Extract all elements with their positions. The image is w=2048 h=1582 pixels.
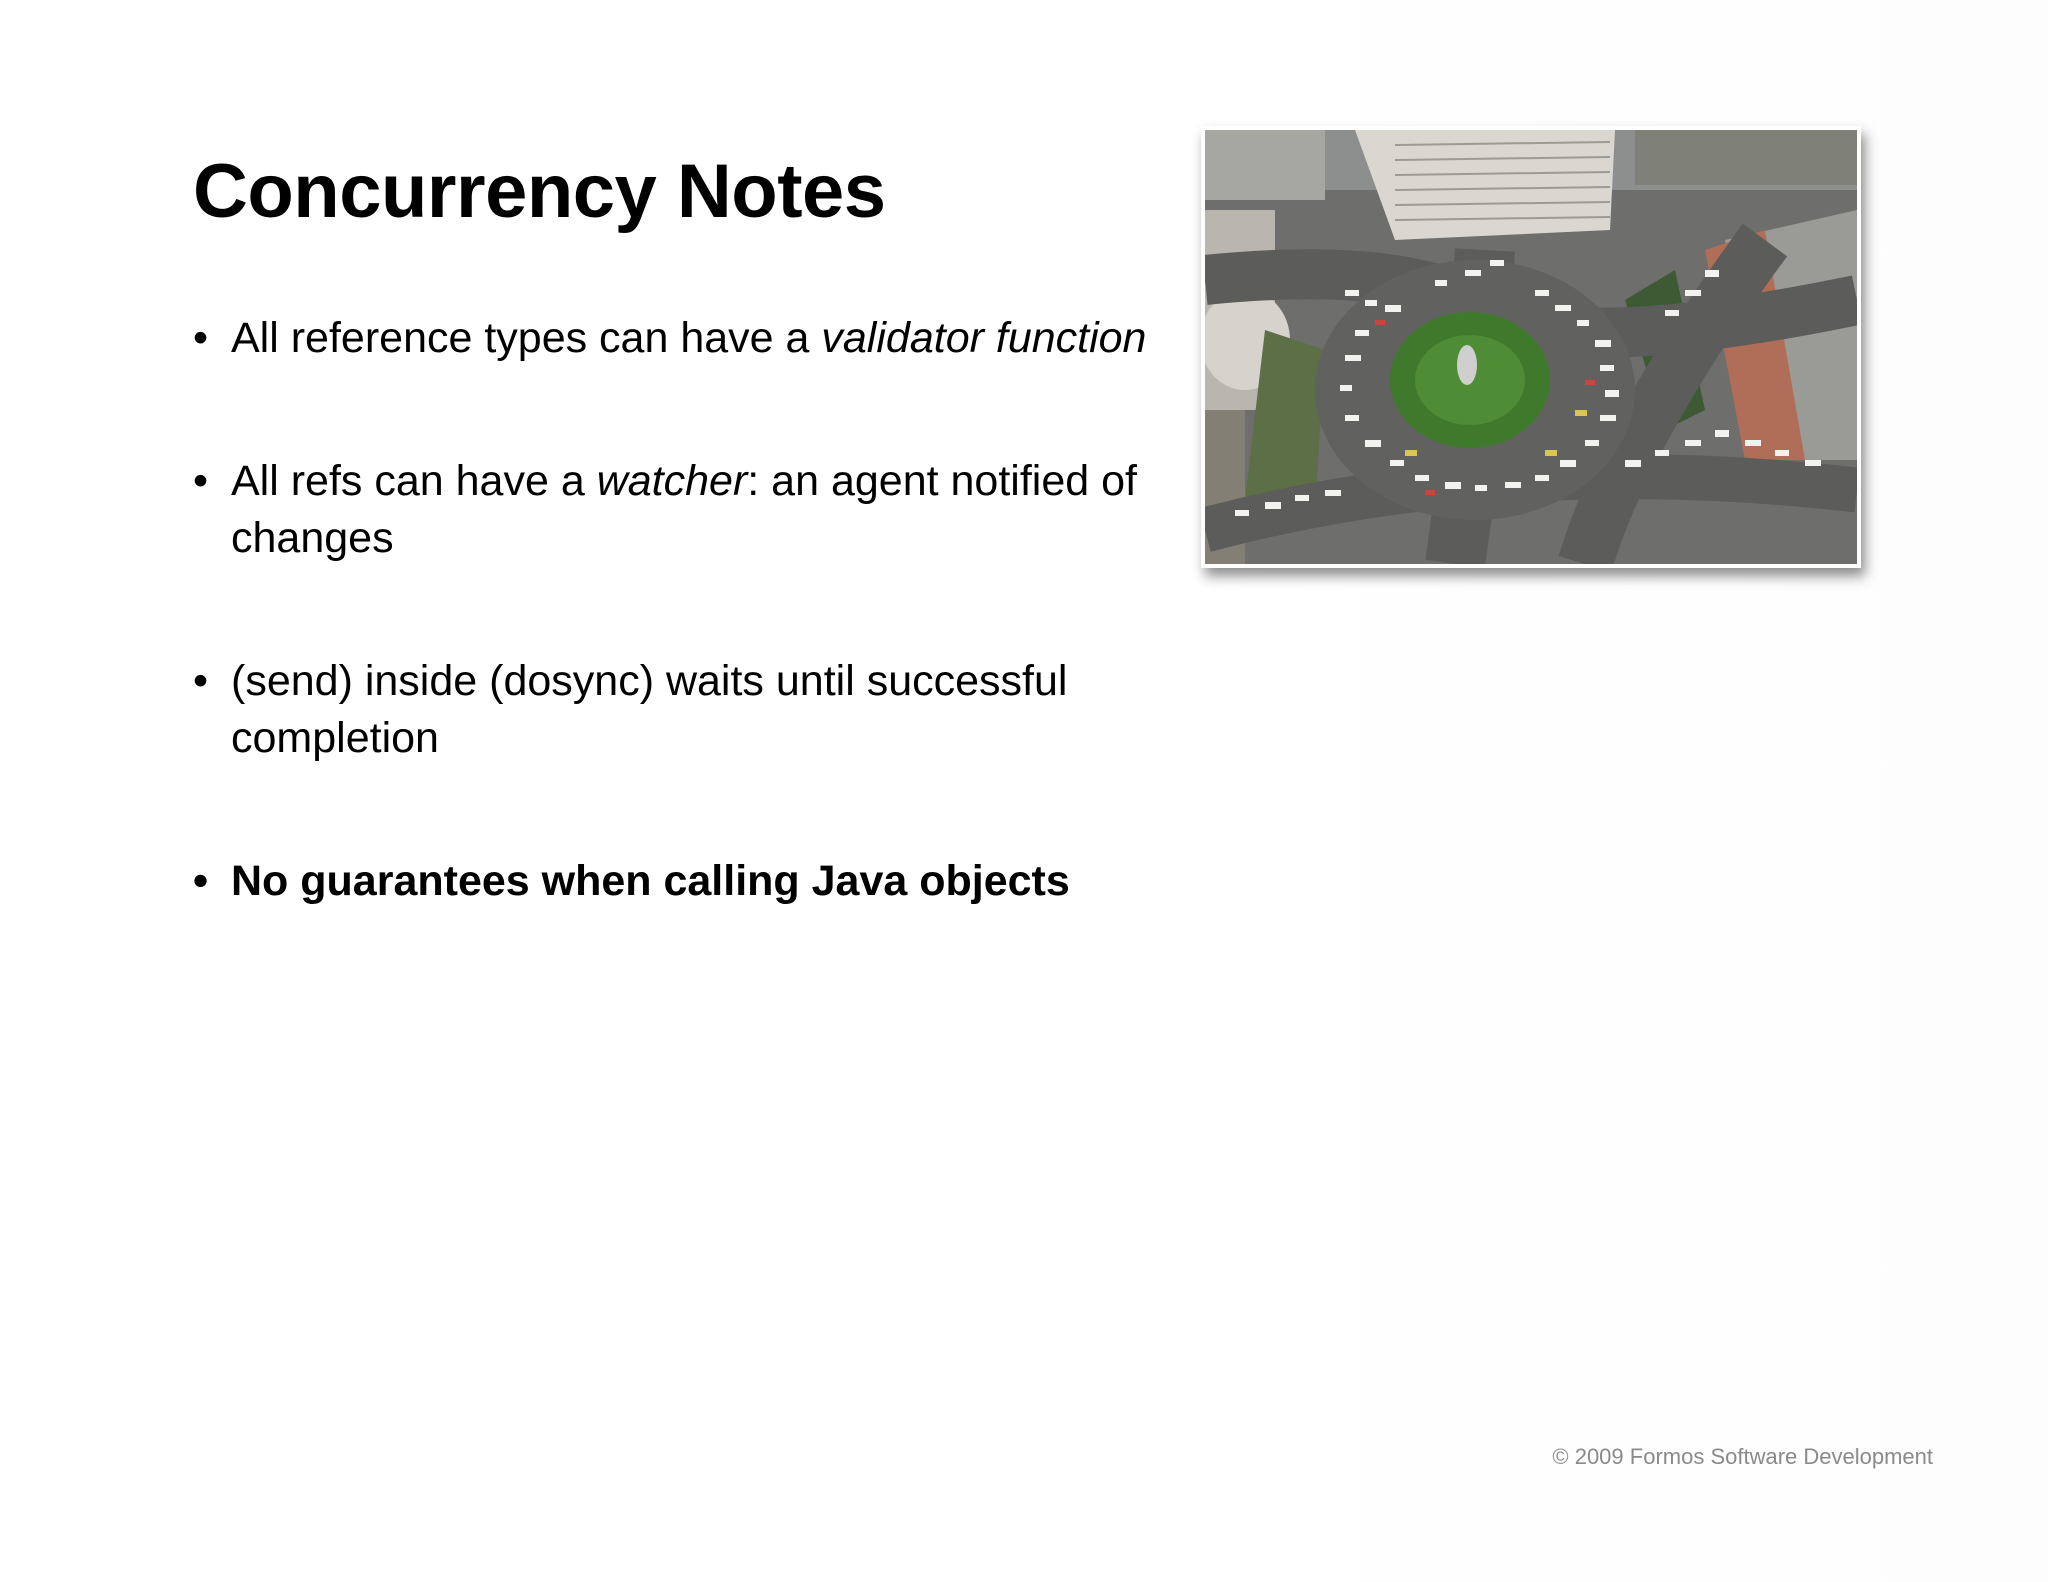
bullet-java-objects bbox=[193, 853, 1193, 910]
copyright-footer: © 2009 Formos Software Development bbox=[1552, 1444, 1933, 1469]
traffic-roundabout-photo bbox=[1201, 126, 1861, 568]
bullet-text-tail: : an agent notified of changes bbox=[231, 457, 1137, 562]
bullet-dot: • bbox=[193, 857, 209, 905]
slide-title: Concurrency Notes bbox=[193, 149, 886, 234]
bullet-dot: • bbox=[193, 657, 209, 705]
bullet-validator bbox=[193, 310, 1193, 367]
bullet-dot: • bbox=[193, 457, 209, 505]
bullet-list bbox=[193, 310, 1193, 996]
bullet-text: (send) inside (dosync) waits until successful completion bbox=[231, 657, 1068, 762]
bullet-emphasis: validator function bbox=[821, 314, 1147, 362]
bullet-dot: • bbox=[193, 314, 209, 362]
bullet-text: No guarantees when calling Java objects bbox=[231, 857, 1070, 905]
bullet-text: All reference types can have a bbox=[231, 314, 822, 362]
bullet-emphasis: watcher bbox=[596, 457, 748, 505]
bullet-send-dosync bbox=[193, 653, 1193, 767]
traffic-photo-image bbox=[1205, 130, 1857, 564]
bullet-text: All refs can have a bbox=[231, 457, 597, 505]
bullet-watcher bbox=[193, 453, 1193, 567]
